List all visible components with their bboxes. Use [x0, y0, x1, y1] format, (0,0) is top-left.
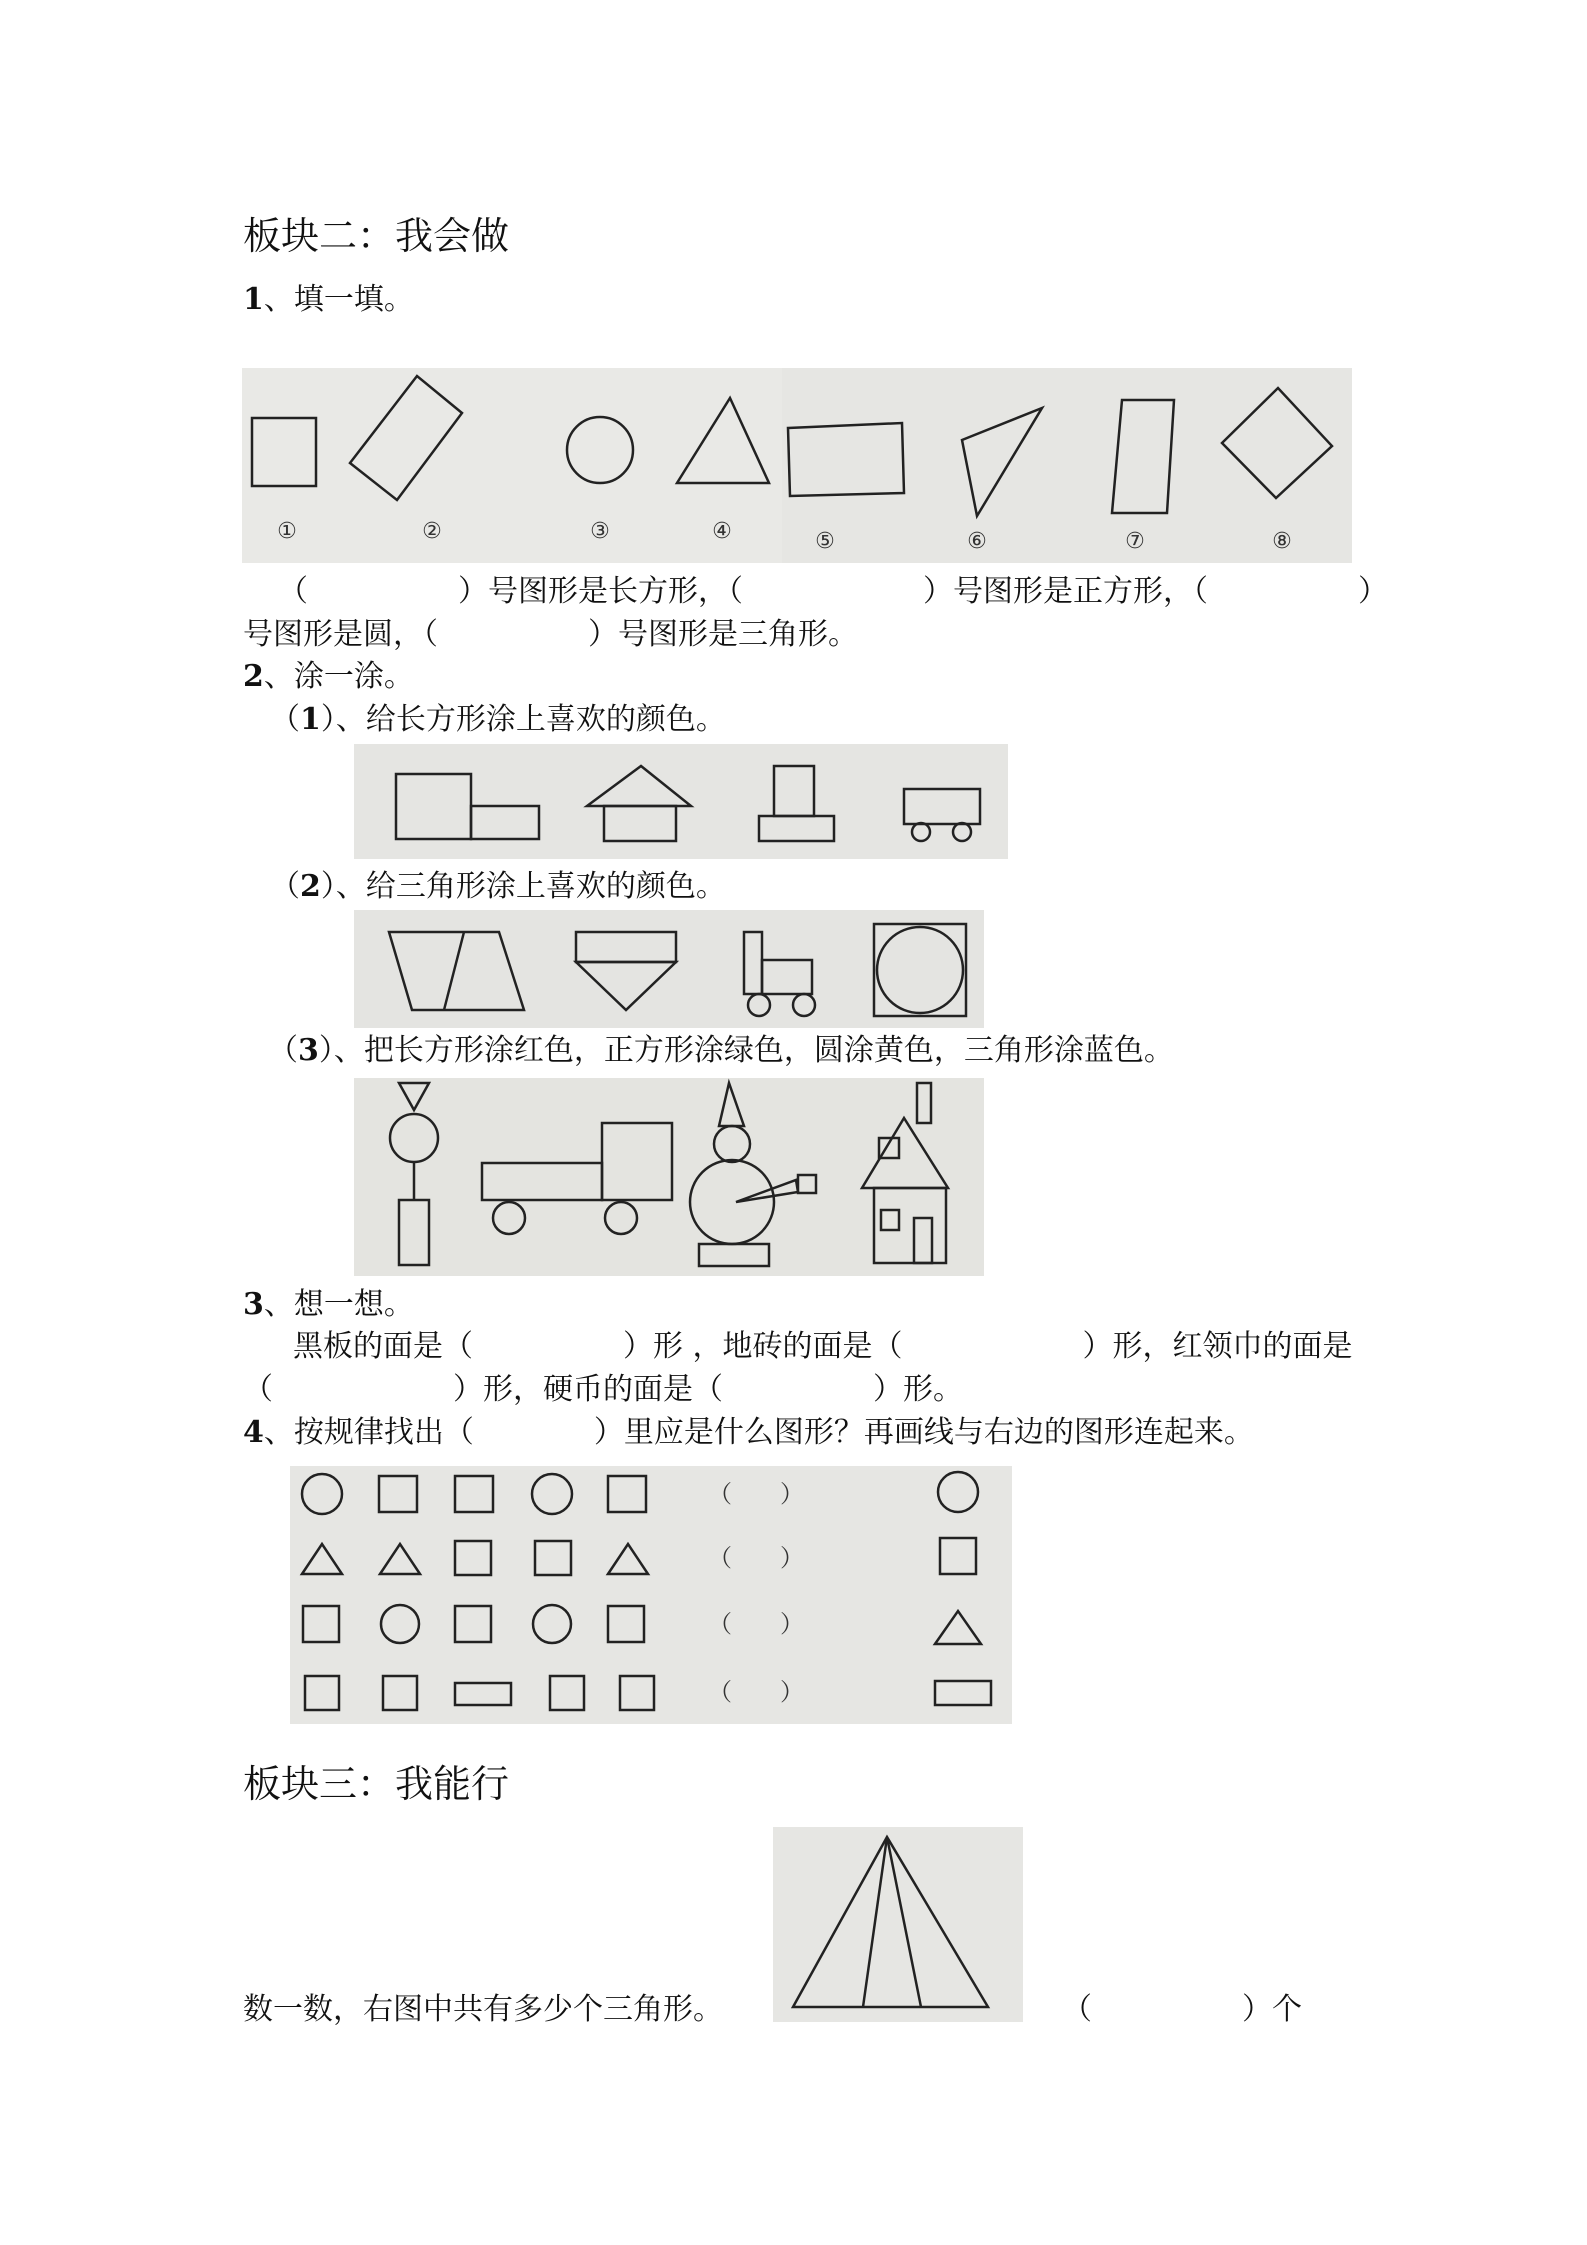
q1-figure-bg-left: [242, 368, 782, 563]
q3-line1: 黑板的面是（ ）形 ，地砖的面是（ ）形，红领巾的面是: [293, 1329, 1353, 1364]
shape-label-6: ⑥: [967, 529, 987, 554]
q2-sub3-number: 3: [298, 1033, 319, 1068]
q1-shapes-figure: [242, 368, 1352, 563]
q2-sub2-text: 、给三角形涂上喜欢的颜色。: [335, 869, 726, 904]
q2-title: 、涂一涂。: [263, 659, 414, 694]
q2-heading: [243, 659, 414, 694]
q4-title: 、按规律找出（ ）里应是什么图形？再画线与右边的图形连起来。: [263, 1415, 1254, 1450]
q2-sub1-number: 1: [300, 702, 321, 737]
q1-figure-bg-right: [782, 368, 1352, 563]
q2-fig1-bg: [354, 744, 1008, 859]
q4-number: 4: [243, 1415, 264, 1450]
q2-number: 2: [243, 659, 264, 694]
q2-figure-mixed: [354, 1078, 984, 1276]
shape-label-4: ④: [712, 519, 732, 544]
q3-number: 3: [243, 1287, 264, 1322]
q4-fig-bg: [290, 1466, 1012, 1724]
q2-sub2: （2）、给三角形涂上喜欢的颜色。: [270, 869, 726, 904]
q2-sub3: （3）、把长方形涂红色，正方形涂绿色，圆涂黄色，三角形涂蓝色。: [268, 1033, 1174, 1068]
shape-label-3: ③: [590, 519, 610, 544]
q3-line2: （ ）形，硬币的面是（ ）形。: [243, 1372, 963, 1407]
q1-number: 1: [243, 282, 264, 317]
q2-sub1-text: 、给长方形涂上喜欢的颜色。: [335, 702, 726, 737]
q1-title: 、填一填。: [263, 282, 414, 317]
shape-label-1: ①: [277, 519, 297, 544]
q2-sub1: （1）、给长方形涂上喜欢的颜色。: [270, 702, 726, 737]
q2-sub2-number: 2: [300, 869, 321, 904]
shape-label-7: ⑦: [1125, 529, 1145, 554]
r4-blank: （ ）: [708, 1678, 804, 1706]
section2-title: 板块二：我会做: [243, 214, 510, 258]
section3-answer-blank: （ ）个: [1062, 1992, 1302, 2027]
triangle-count-figure: [773, 1827, 1023, 2022]
q4-heading: [243, 1415, 1254, 1450]
q2-figure-rectangles: [354, 744, 1008, 859]
q2-fig3-bg: [354, 1078, 984, 1276]
shape-label-2: ②: [422, 519, 442, 544]
r2-blank: （ ）: [708, 1544, 804, 1572]
r3-blank: （ ）: [708, 1610, 804, 1638]
q4-pattern-figure: [290, 1466, 1012, 1724]
q3-heading: [243, 1287, 414, 1322]
q2-sub3-text: 、把长方形涂红色，正方形涂绿色，圆涂黄色，三角形涂蓝色。: [333, 1033, 1174, 1068]
shape-label-8: ⑧: [1272, 529, 1292, 554]
q1-heading: [243, 282, 414, 317]
section3-title: 板块三：我能行: [243, 1762, 510, 1806]
q2-figure-triangles: [354, 910, 984, 1028]
section3-question: 数一数，右图中共有多少个三角形。: [243, 1992, 723, 2027]
shape-label-5: ⑤: [815, 529, 835, 554]
q3-title: 、想一想。: [263, 1287, 414, 1322]
r1-blank: （ ）: [708, 1480, 804, 1508]
q1-answer-line2: 号图形是圆，（ ）号图形是三角形。: [243, 617, 858, 652]
q1-answer-line1: （ ）号图形是长方形，（ ）号图形是正方形，（ ）: [278, 574, 1388, 609]
